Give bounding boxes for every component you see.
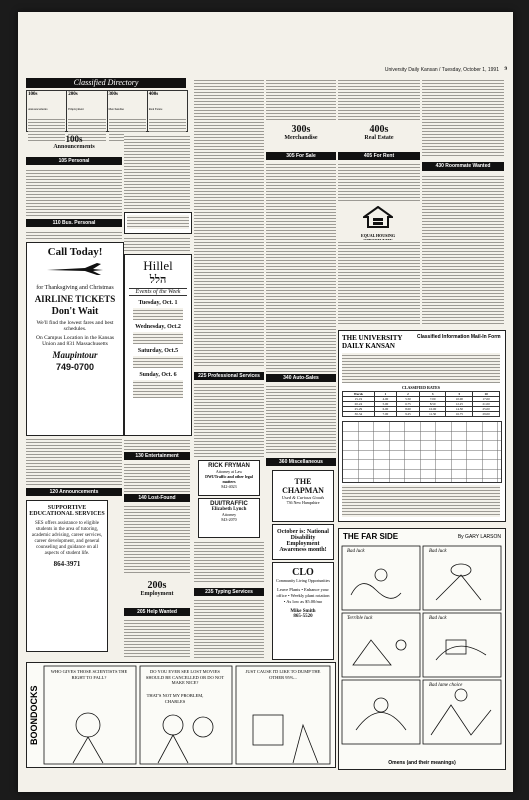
col1-text	[26, 437, 122, 485]
ad-airline-tickets: AIRLINE TICKETS	[34, 294, 116, 304]
chapman-sub: Used & Curious Goods	[281, 495, 325, 500]
airplane-icon	[27, 262, 123, 281]
far-side-panels	[341, 545, 503, 755]
professional-services-bar: 225 Professional Services	[194, 372, 264, 380]
ad-fares: We'll find the lowest fares and best schedules.	[36, 320, 114, 332]
lost-found-bar: 140 Lost-Found	[124, 494, 190, 502]
boondocks-caption-1: WHO GIVES THOSE SCIENTISTS THE RIGHT TO FALL?	[50, 669, 128, 680]
rick-phone: 842-4023	[221, 484, 237, 489]
clo-phone: 865-5520	[293, 614, 313, 619]
far-side-comic: THE FAR SIDE By GARY LARSON Bad luck Bad luck Terrible luck Bad luck Bad lame choice Omens (and their meanings)	[338, 528, 506, 770]
mail-in-form-grid[interactable]	[342, 421, 502, 483]
dui-phone: 843-2070	[221, 517, 237, 522]
hillel-title: Hillel	[143, 258, 173, 273]
directory-grid	[26, 90, 188, 132]
entertainment-text	[124, 462, 190, 492]
rick-fryman-ad	[198, 460, 260, 496]
dui-ad	[198, 498, 260, 538]
col3-text-low	[194, 540, 264, 584]
boondocks-caption-2: DO YOU EVER SEE LOST MOVIES SHOULD BE CANCELLED OR DO NOT MAKE NICE?	[145, 669, 225, 685]
announcements-120-bar: 120 Announcements	[26, 488, 122, 496]
masthead: University Daily Kansan / Tuesday, October 1, 1991	[384, 67, 499, 73]
boondocks-caption-2b: THAT'S NOT MY PROBLEM, CHARLES	[146, 693, 204, 704]
col6-text-top	[422, 78, 504, 158]
directory-cell-200[interactable]: 200s Employment	[67, 91, 107, 131]
announcements-heading: 100s Announcements	[53, 134, 95, 150]
roommate-text	[422, 174, 504, 326]
col2-text-top	[124, 134, 190, 210]
employment-heading: 200s Employment	[140, 580, 174, 597]
october-ad	[272, 524, 334, 560]
typing-services-bar: 235 Typing Services	[194, 588, 264, 596]
misc-bar: 360 Miscellaneous	[266, 458, 336, 466]
directory-cell-400[interactable]: 400s Real Estate	[148, 91, 187, 131]
typing-services-text	[194, 598, 264, 658]
rick-role: Attorney at Law	[215, 469, 243, 474]
personal-text	[26, 168, 122, 216]
dui-title: DUI/TRAFFIC	[210, 501, 248, 507]
far-side-byline: By GARY LARSON	[457, 534, 501, 540]
rates-table: Words 1 2 3 5 10 15-19 4.00 5.50 7.00 10.00 17.00 20-24 5.00 6.75 8.50 12.25 21.00 25-29 6.00 8.00 10.00 14.50 25.00 30-34 7.00 9.25 11.50 16.75 29.00	[342, 391, 500, 417]
hillel-event-1: Tuesday, Oct. 1	[138, 300, 178, 306]
rick-line: DWI/Traffic and other legal matters	[205, 474, 253, 484]
col2-text-mid	[124, 236, 190, 252]
for-sale-text	[266, 162, 336, 372]
far-side-title: THE FAR SIDE	[343, 532, 399, 541]
col5-text-mid	[338, 240, 420, 326]
personal-bar: 105 Personal	[26, 157, 122, 165]
clo-ad	[272, 562, 334, 660]
help-wanted-bar: 205 Help Wanted	[124, 608, 190, 616]
rick-name: RICK FRYMAN	[208, 463, 250, 469]
chapman-ad	[272, 470, 334, 522]
newspaper-page	[18, 12, 513, 792]
notice-box	[124, 212, 192, 234]
roommate-bar: 430 Roommate Wanted	[422, 162, 504, 171]
chapman-title: THE CHAPMAN	[282, 477, 324, 495]
table-row: 15-19 4.00 5.50 7.00 10.00 17.00	[343, 397, 500, 402]
clo-title: CLO	[292, 567, 314, 578]
dui-name: Elizabeth Lynch	[211, 507, 247, 512]
autos-text	[266, 384, 336, 454]
help-wanted-text	[124, 618, 190, 658]
for-sale-bar: 305 For Sale	[266, 152, 336, 160]
october-title: October is: National Disability Employment Awareness month!	[277, 529, 329, 553]
col5-text-top	[338, 78, 420, 122]
directory-bar	[26, 78, 186, 88]
autos-bar: 340 Auto-Sales	[266, 374, 336, 382]
entertainment-bar: 130 Entertainment	[124, 452, 190, 460]
dui-role: Attorney	[221, 512, 237, 517]
clo-body: Leave Plants • Enhance your office • Weekly plant rotation • As low as $5.00/mo	[276, 587, 330, 604]
udk-sub: Classified Information Mail-In Form	[417, 334, 501, 340]
ad-brand: Maupintour	[52, 350, 98, 360]
ad-phone: 749-0700	[55, 362, 95, 372]
udk-title: THE UNIVERSITY DAILY KANSAN	[342, 334, 403, 350]
col2-text-low	[124, 438, 190, 450]
bus-personal-bar: 110 Bus. Personal	[26, 219, 122, 227]
ses-ad	[26, 500, 108, 652]
directory-cell-100[interactable]: 100s Announcements	[27, 91, 67, 131]
ad-location: On Campus Location in the Kansas Union and 831 Massachusetts	[35, 335, 115, 347]
directory-cell-300[interactable]: 300s Merchandise	[108, 91, 148, 131]
for-rent-text	[338, 162, 420, 202]
rates-title: CLASSIFIED RATES	[401, 385, 441, 390]
col3-text	[194, 78, 264, 368]
col4-text-top	[266, 78, 336, 122]
boondocks-caption-3: JUST CAUSE I'D LIKE TO DUMP THE OTHER 95%...	[245, 669, 321, 680]
clo-contact: Mike Smith	[290, 609, 316, 614]
house-icon	[363, 206, 393, 228]
table-row: 25-29 6.00 8.00 10.00 14.50 25.00	[343, 407, 500, 412]
boondocks-comic	[26, 662, 336, 768]
hillel-hebrew: הלל	[149, 274, 167, 286]
for-rent-bar: 405 For Rent	[338, 152, 420, 160]
airline-ad	[26, 242, 124, 436]
boondocks-title: BOONDOCKS	[29, 685, 39, 745]
hillel-subtitle: Events of the Week	[129, 288, 187, 296]
clo-sub: Community Living Opportunities	[276, 578, 330, 583]
ad-dont-wait: Don't Wait	[51, 306, 99, 317]
ses-title: SUPPORTIVE EDUCATIONAL SERVICES	[29, 505, 105, 517]
real-estate-heading: 400s Real Estate	[364, 124, 394, 141]
ad-holidays: for Thanksgiving and Christmas	[36, 285, 114, 291]
merchandise-heading: 300s Merchandise	[284, 124, 318, 141]
equal-housing-logo: EQUAL HOUSING	[358, 206, 398, 243]
chapman-addr: 736 New Hampshire	[286, 500, 320, 505]
hillel-event-4: Sunday, Oct. 6	[139, 372, 177, 378]
lost-found-text	[124, 504, 190, 574]
directory-title: Classified Directory	[73, 78, 139, 87]
udk-form	[338, 330, 506, 522]
table-row: 30-34 7.00 9.25 11.50 16.75 29.00	[343, 412, 500, 417]
ses-body: SES offers assistance to eligible students in the area of tutoring, academic advising, career services, career development, and general counseling and guidance on all aspects of student life.	[31, 521, 103, 556]
far-side-caption: Omens (and their meanings)	[388, 760, 456, 766]
page-number: 9	[504, 67, 507, 72]
professional-services-text	[194, 382, 264, 457]
bus-personal-text	[26, 230, 122, 240]
ad-call-today: Call Today!	[47, 246, 103, 258]
ses-phone: 864-3971	[53, 560, 81, 568]
hillel-ad	[124, 254, 192, 436]
hillel-event-3: Saturday, Oct.5	[137, 348, 179, 354]
hillel-event-2: Wednesday, Oct.2	[135, 324, 181, 330]
table-row: 20-24 5.00 6.75 8.50 12.25 21.00	[343, 402, 500, 407]
